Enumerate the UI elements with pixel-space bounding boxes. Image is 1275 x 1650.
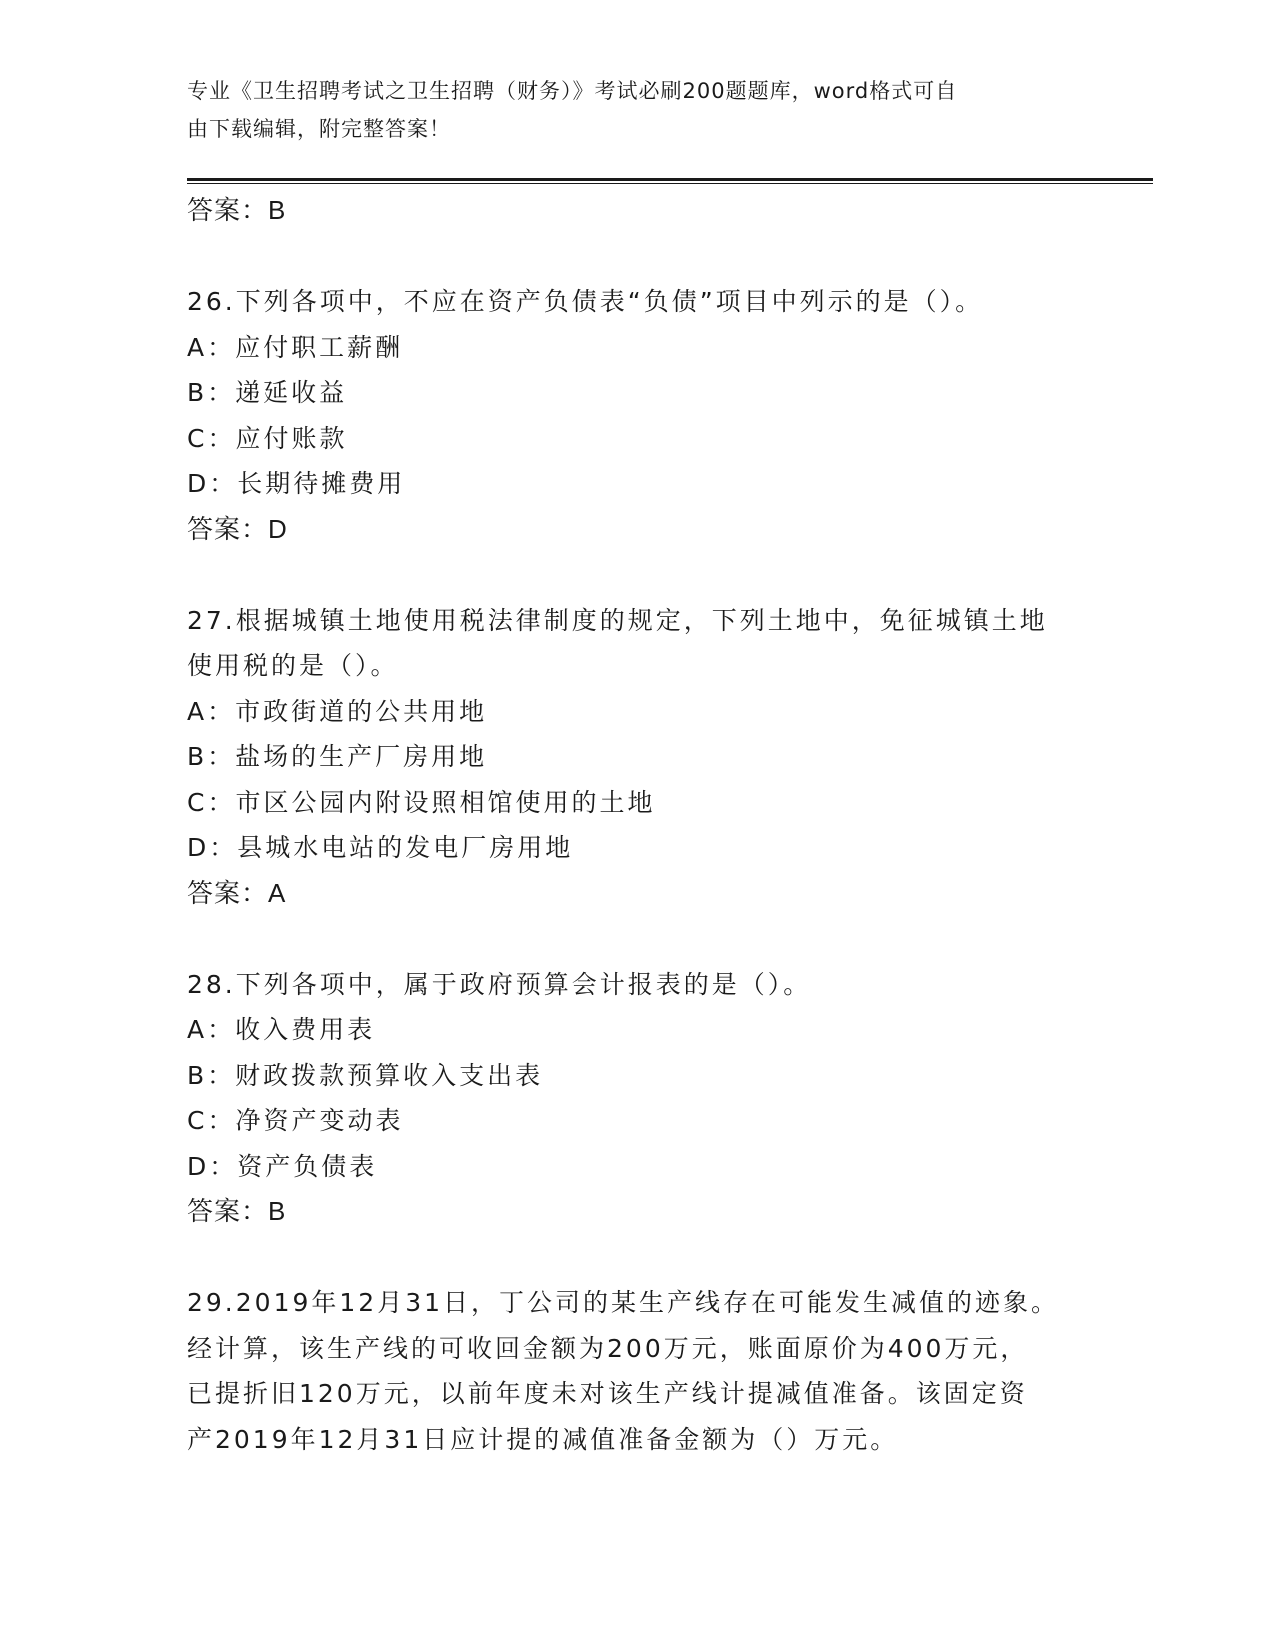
question-stem: 使用税的是（）。 [187, 651, 399, 680]
option-c: C：应付账款 [187, 423, 348, 453]
question-stem: 29.2019年12月31日，丁公司的某生产线存在可能发生减值的迹象。 [187, 1288, 1060, 1317]
option-d: D：长期待摊费用 [187, 469, 406, 498]
spacer [187, 234, 1087, 280]
option-b: B：财政拨款预算收入支出表 [187, 1060, 544, 1090]
question-stem: 已提折旧120万元，以前年度未对该生产线计提减值准备。该固定资 [187, 1379, 1028, 1408]
option-c: C：净资产变动表 [187, 1106, 404, 1135]
question-26 [187, 279, 1087, 552]
question-stem: 产2019年12月31日应计提的减值准备金额为（）万元。 [187, 1424, 899, 1454]
question-27 [187, 598, 1087, 917]
header-divider-thin [187, 183, 1153, 184]
answer-line: 答案：B [187, 1196, 287, 1226]
previous-answer: 答案：B [187, 195, 287, 225]
question-stem: 27.根据城镇土地使用税法律制度的规定，下列土地中，免征城镇土地 [187, 605, 1048, 635]
answer-line: 答案：A [187, 877, 287, 908]
question-list [187, 188, 1087, 1462]
answer-line: 答案：D [187, 513, 288, 544]
question-stem: 28.下列各项中，属于政府预算会计报表的是（）。 [187, 969, 812, 999]
header-divider-thick [187, 178, 1153, 181]
header-line-1: 专业《卫生招聘考试之卫生招聘（财务）》考试必刷200题题库，word格式可自 [187, 79, 958, 103]
question-stem: 经计算，该生产线的可收回金额为200万元，账面原价为400万元， [187, 1333, 1029, 1363]
question-stem: 26.下列各项中，不应在资产负债表“负债”项目中列示的是（）。 [187, 287, 984, 316]
option-a: A：市政街道的公共用地 [187, 696, 488, 726]
header-line-2: 由下载编辑，附完整答案！ [187, 117, 451, 141]
spacer [187, 1235, 1087, 1281]
option-b: B：盐场的生产厂房用地 [187, 742, 488, 771]
option-a: A：收入费用表 [187, 1015, 376, 1044]
document-header [187, 72, 1067, 148]
spacer [187, 552, 1087, 598]
option-b: B：递延收益 [187, 378, 348, 407]
option-a: A：应付职工薪酬 [187, 332, 404, 362]
option-c: C：市区公园内附设照相馆使用的土地 [187, 787, 656, 817]
option-d: D：县城水电站的发电厂房用地 [187, 833, 574, 862]
question-29 [187, 1280, 1087, 1462]
question-28 [187, 962, 1087, 1235]
spacer [187, 916, 1087, 962]
option-d: D：资产负债表 [187, 1151, 378, 1181]
